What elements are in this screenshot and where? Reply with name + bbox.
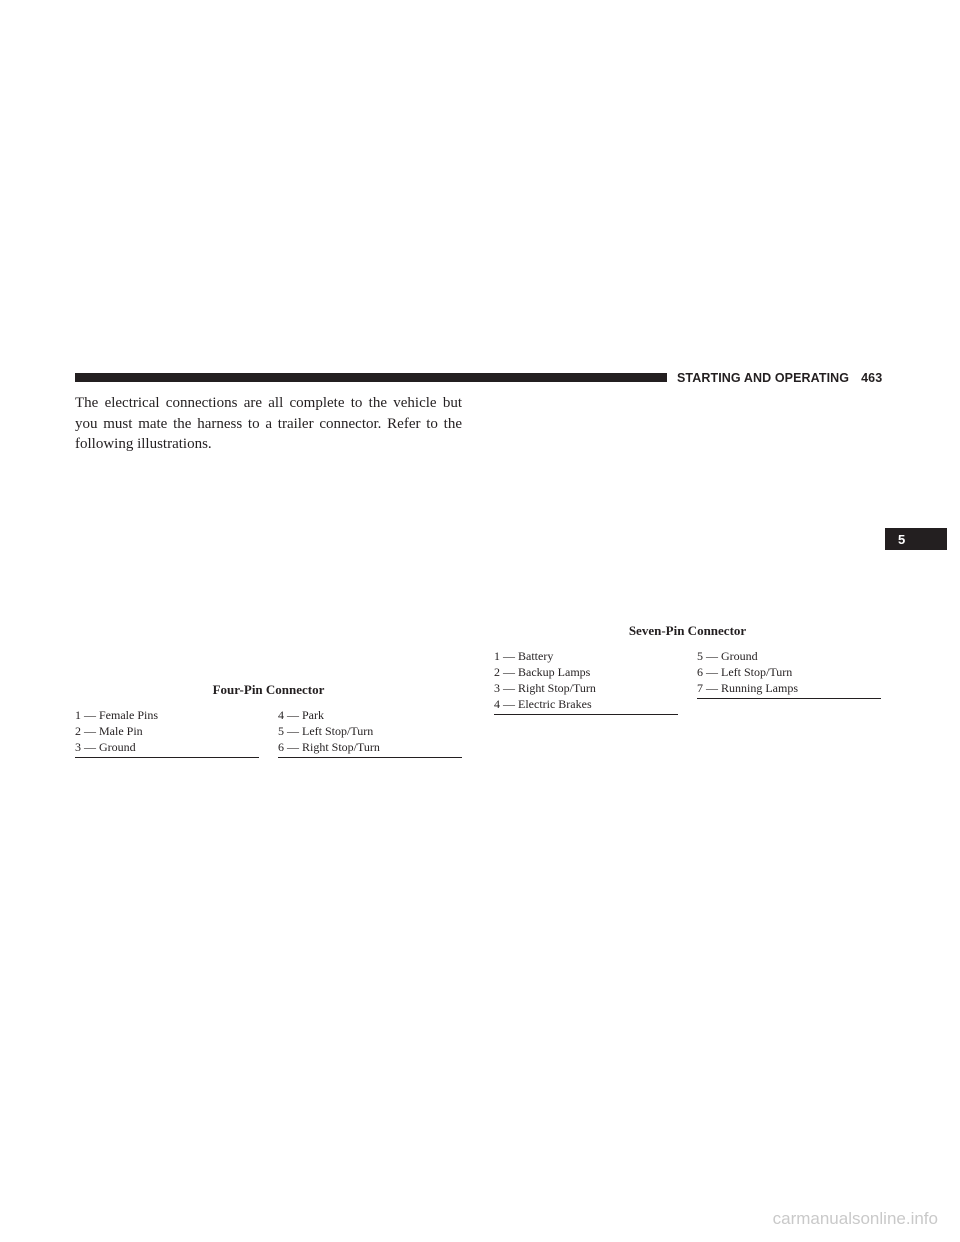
four-pin-legend-left <box>75 707 259 758</box>
legend-item: 2 — Male Pin <box>75 724 143 738</box>
legend-item: 3 — Right Stop/Turn <box>494 681 596 695</box>
chapter-number: 5 <box>898 531 906 547</box>
running-header <box>677 369 887 387</box>
legend-item: 4 — Park <box>278 708 324 722</box>
legend-item: 2 — Backup Lamps <box>494 665 591 679</box>
seven-pin-legend-right <box>697 648 881 699</box>
chapter-tab[interactable] <box>885 528 947 550</box>
legend-item: 4 — Electric Brakes <box>494 697 592 711</box>
seven-pin-legend-left <box>494 648 678 715</box>
legend-item: 6 — Right Stop/Turn <box>278 740 380 754</box>
four-pin-caption: Four-Pin Connector <box>212 682 325 697</box>
legend-item: 6 — Left Stop/Turn <box>697 665 793 679</box>
four-pin-legend-right <box>278 707 462 758</box>
watermark: carmanualsonline.info <box>772 1209 938 1228</box>
header-rule <box>75 373 667 382</box>
section-title: STARTING AND OPERATING <box>677 371 850 385</box>
legend-item: 1 — Battery <box>494 649 554 663</box>
legend-item: 7 — Running Lamps <box>697 681 798 695</box>
legend-item: 5 — Ground <box>697 649 758 663</box>
body-paragraph: The electrical connections are all complete to the vehicle but you must mate the harness to a trailer connector. Refer to the following illustrations. <box>75 395 462 452</box>
page-number: 463 <box>861 371 883 385</box>
legend-item: 5 — Left Stop/Turn <box>278 724 374 738</box>
seven-pin-caption: Seven-Pin Connector <box>628 623 747 638</box>
legend-item: 3 — Ground <box>75 740 136 754</box>
legend-item: 1 — Female Pins <box>75 708 158 722</box>
